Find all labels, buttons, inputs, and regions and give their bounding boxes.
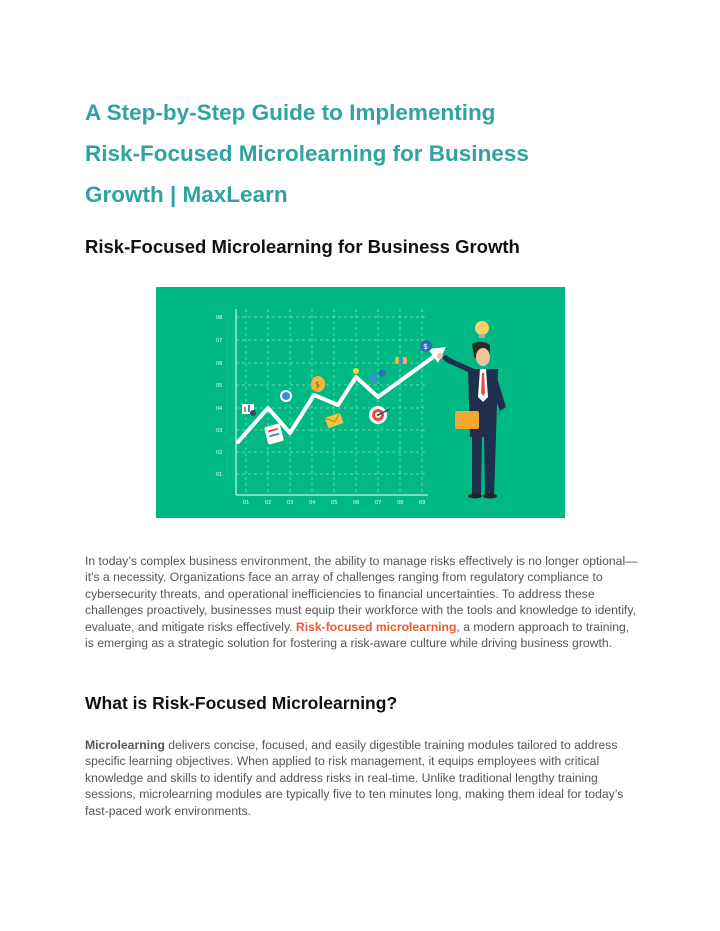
definition-text: delivers concise, focused, and easily digestible training modules tailored to address specific learning objectives. When applied to risk management, it equips employees with critical knowledge and skills to identify and address risks in real-time. Unlike traditional lengthy training sessions, microlearning modules are typically five to ten minutes long, making them ideal for today’s fast-paced work environments.	[85, 738, 624, 818]
section-heading-what-is: What is Risk-Focused Microlearning?	[85, 693, 398, 713]
document-title-line-1: A Step-by-Step Guide to Implementing	[85, 100, 496, 125]
businessman-figure	[437, 321, 506, 499]
y-tick-labels	[216, 315, 222, 478]
handshake-icon	[395, 357, 407, 364]
lightbulb-icon	[475, 321, 489, 335]
intro-text-before-link: In today’s complex business environment, the ability to manage risks effectively is no longer optional—it's a necessity. Organizations face an array of challenges ranging from regulatory compliance to cybersecurity threats, and operational inefficiencies to financial uncertainties. To address these challenges proactively, businesses must equip their workforce with the tools and knowledge to identify, evaluate, and mitigate risks effectively.	[85, 554, 638, 634]
y-tick-label: 06	[216, 361, 223, 367]
x-tick-label: 09	[419, 500, 426, 506]
y-tick-label: 02	[216, 450, 223, 456]
clock-icon	[280, 390, 292, 402]
money-bag-icon	[311, 376, 325, 392]
risk-focused-microlearning-link[interactable]: Risk-focused microlearning	[295, 619, 457, 634]
rising-chart-illustration	[156, 287, 565, 518]
x-tick-labels	[243, 500, 425, 506]
dollar-coin-icon	[420, 340, 432, 352]
definition-paragraph	[85, 737, 640, 819]
x-tick-label: 01	[243, 500, 250, 506]
x-tick-label: 02	[265, 500, 272, 506]
x-tick-label: 07	[375, 500, 382, 506]
x-tick-label: 08	[397, 500, 404, 506]
y-tick-label: 01	[216, 472, 223, 478]
y-tick-label: 08	[216, 315, 223, 321]
y-tick-label: 03	[216, 428, 223, 434]
chart-icon	[242, 404, 256, 416]
svg-text:$: $	[315, 380, 321, 389]
section-heading-growth: Risk-Focused Microlearning for Business Growth	[85, 236, 520, 257]
microlearning-term: Microlearning	[85, 738, 165, 752]
envelope-icon	[325, 413, 344, 429]
x-tick-label: 06	[353, 500, 360, 506]
document-title-line-2: Risk-Focused Microlearning for Business	[85, 141, 529, 166]
businessman-head	[476, 348, 490, 366]
y-tick-label: 05	[216, 383, 223, 389]
y-tick-label: 04	[216, 406, 223, 412]
businessman-pointing-arm	[441, 355, 474, 373]
folder-icon	[455, 411, 479, 429]
intro-text-after-link: , a modern approach to training, is emerging as a strategic solution for fostering a risk-aware culture while driving business growth.	[85, 619, 630, 651]
y-tick-label: 07	[216, 338, 223, 344]
hero-illustration	[156, 287, 565, 518]
svg-text:$: $	[423, 342, 429, 351]
x-tick-label: 05	[331, 500, 338, 506]
x-tick-label: 03	[287, 500, 294, 506]
clipboard-icon	[264, 423, 284, 445]
target-icon	[369, 406, 390, 424]
document-title	[85, 92, 605, 215]
intro-paragraph	[85, 553, 640, 651]
x-tick-label: 04	[309, 500, 316, 506]
document-title-line-3: Growth | MaxLearn	[85, 182, 288, 207]
